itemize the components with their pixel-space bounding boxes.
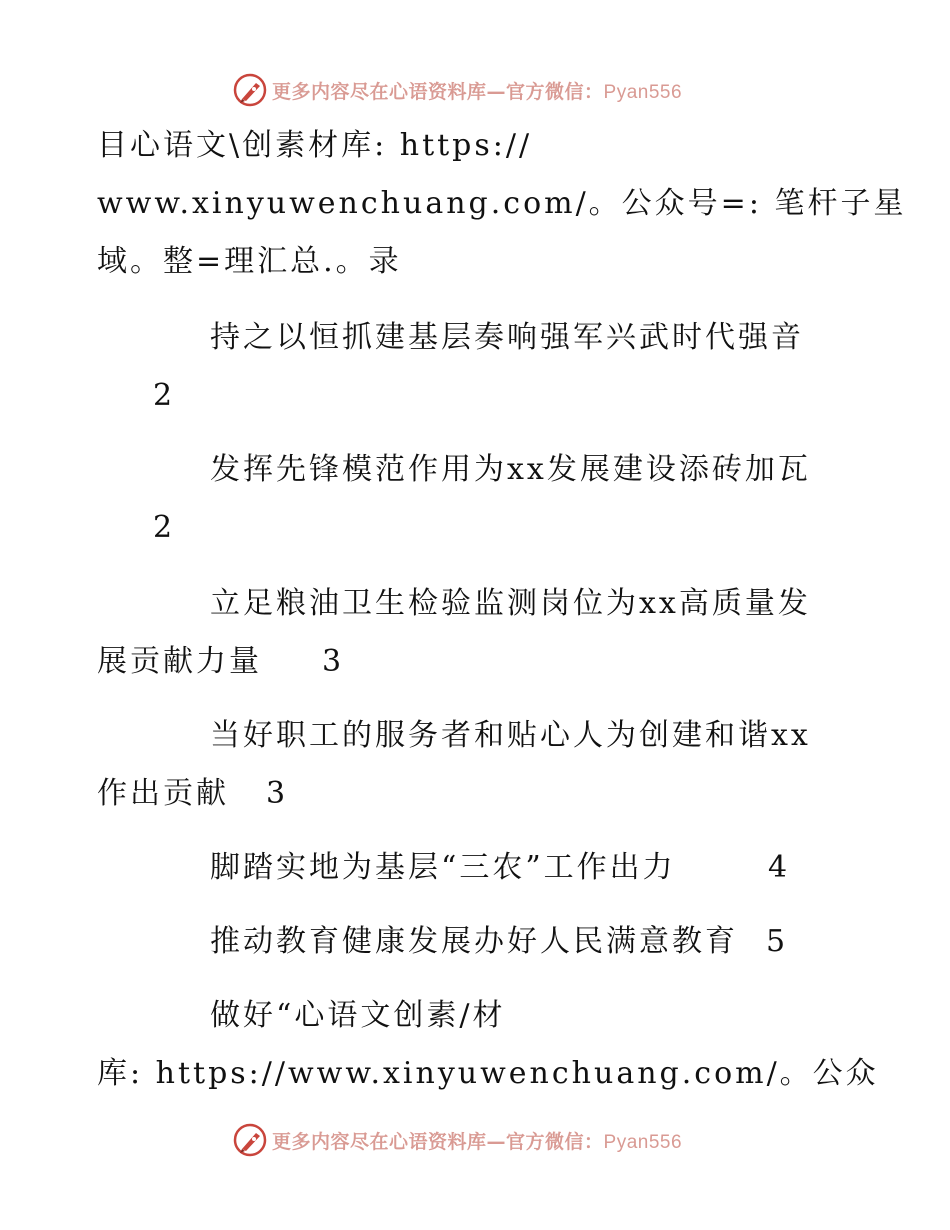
toc-entry-2-page: 2: [153, 510, 173, 545]
toc-entry-6-page: 5: [766, 924, 786, 959]
intro-line-3: 域。整=理汇总.。录: [97, 244, 402, 279]
toc-entry-4-title-a: 当好职工的服务者和贴心人为创建和谐xx: [210, 718, 811, 753]
pen-logo-icon: [232, 1122, 268, 1158]
toc-entry-5-title: 脚踏实地为基层“三农”工作出力: [210, 850, 676, 885]
watermark-banner-top: [232, 70, 732, 110]
outro-line-2: 库: https://www.xinyuwenchuang.com/。公众: [97, 1056, 879, 1091]
toc-entry-4-page: 3: [266, 776, 286, 811]
intro-line-1: 目心语文\创素材库: https://: [97, 128, 533, 163]
watermark-text: 更多内容尽在心语资料库—官方微信：Pyan556: [272, 1130, 683, 1153]
toc-entry-3-title-b: 展贡献力量: [97, 644, 262, 679]
outro-line-1: 做好“心语文创素/材: [210, 998, 506, 1033]
toc-entry-6-title: 推动教育健康发展办好人民满意教育: [210, 924, 738, 959]
toc-entry-2-title: 发挥先锋模范作用为xx发展建设添砖加瓦: [210, 452, 811, 487]
toc-entry-1-page: 2: [153, 378, 173, 413]
watermark-text: 更多内容尽在心语资料库—官方微信：Pyan556: [272, 80, 683, 103]
pen-logo-icon: [232, 72, 268, 108]
toc-entry-5-page: 4: [768, 850, 788, 885]
toc-entry-4-title-b: 作出贡献: [97, 776, 229, 811]
toc-entry-3-title-a: 立足粮油卫生检验监测岗位为xx高质量发: [210, 586, 811, 621]
toc-entry-3-page: 3: [322, 644, 342, 679]
intro-line-2: www.xinyuwenchuang.com/。公众号=: 笔杆子星: [97, 186, 907, 221]
toc-entry-1-title: 持之以恒抓建基层奏响强军兴武时代强音: [210, 320, 804, 355]
watermark-banner-bottom: [232, 1120, 732, 1160]
